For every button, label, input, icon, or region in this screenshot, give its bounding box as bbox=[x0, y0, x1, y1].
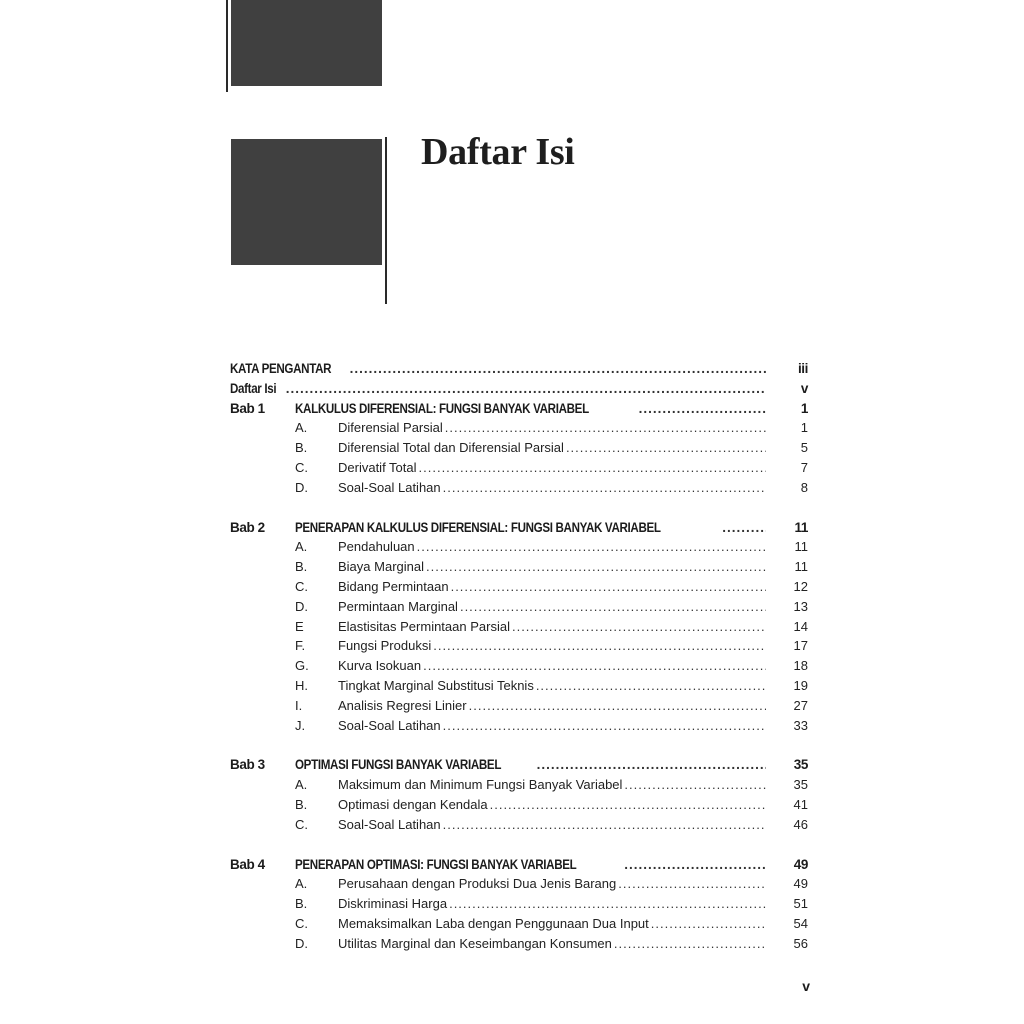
dot-leader bbox=[512, 619, 766, 634]
toc-entry bbox=[338, 440, 766, 455]
toc-entry bbox=[338, 876, 766, 891]
dot-leader bbox=[426, 559, 766, 574]
section-letter: B. bbox=[295, 896, 308, 912]
section-letter: J. bbox=[295, 717, 306, 733]
section-title: Soal-Soal Latihan bbox=[338, 479, 441, 495]
toc-page-number: 18 bbox=[793, 658, 808, 674]
toc-entry bbox=[295, 520, 766, 535]
section-title: Diskriminasi Harga bbox=[338, 896, 448, 912]
toc-row-section[interactable] bbox=[230, 678, 808, 698]
toc-page-number: 33 bbox=[793, 717, 808, 733]
section-title: Utilitas Marginal dan Keseimbangan Konsumen bbox=[338, 935, 612, 951]
toc-page-number: 35 bbox=[793, 757, 808, 773]
section-title: Permintaan Marginal bbox=[338, 598, 458, 614]
toc-page-number: 19 bbox=[793, 677, 808, 693]
toc-entry-title: KATA PENGANTAR bbox=[230, 361, 332, 376]
toc-entry-title: Daftar Isi bbox=[230, 380, 277, 396]
toc-entry bbox=[338, 579, 766, 594]
toc-row-section[interactable] bbox=[230, 559, 808, 579]
dot-leader bbox=[433, 638, 766, 653]
toc-row-section[interactable] bbox=[230, 718, 808, 738]
dot-leader bbox=[443, 817, 766, 832]
dot-leader bbox=[417, 539, 766, 554]
section-title: Soal-Soal Latihan bbox=[338, 717, 441, 733]
toc-entry bbox=[338, 420, 766, 435]
page-number-footer: v bbox=[802, 978, 810, 994]
dot-leader bbox=[451, 579, 766, 594]
toc-page-number: 41 bbox=[793, 796, 808, 812]
toc-page-number: 51 bbox=[793, 896, 808, 912]
chapter-title: KALKULUS DIFERENSIAL: FUNGSI BANYAK VARIABEL bbox=[295, 400, 589, 416]
section-title: Optimasi dengan Kendala bbox=[338, 796, 488, 812]
toc-page-number: 1 bbox=[800, 420, 808, 436]
section-letter: C. bbox=[295, 816, 308, 832]
toc-entry bbox=[338, 817, 766, 832]
toc-entry bbox=[338, 559, 766, 574]
toc-row-section[interactable] bbox=[230, 460, 808, 480]
section-title: Biaya Marginal bbox=[338, 559, 424, 575]
section-title: Kurva Isokuan bbox=[338, 658, 422, 674]
chapter-title: PENERAPAN KALKULUS DIFERENSIAL: FUNGSI BANYAK VARIABEL bbox=[295, 519, 661, 535]
dot-leader bbox=[614, 936, 766, 951]
toc-entry bbox=[338, 797, 766, 812]
dot-leader bbox=[469, 698, 766, 713]
dot-leader bbox=[350, 361, 766, 376]
section-letter: A. bbox=[295, 539, 308, 555]
toc-entry bbox=[338, 777, 766, 792]
section-letter: E bbox=[295, 618, 304, 634]
toc-entry bbox=[230, 381, 766, 396]
toc-page-number: 46 bbox=[793, 816, 808, 832]
toc-row-section[interactable] bbox=[230, 936, 808, 956]
section-letter: D. bbox=[295, 598, 308, 614]
section-title: Elastisitas Permintaan Parsial bbox=[338, 618, 510, 634]
chapter-number: Bab 1 bbox=[230, 400, 265, 416]
dot-leader bbox=[722, 520, 766, 535]
toc-row-section[interactable] bbox=[230, 619, 808, 639]
toc-entry bbox=[338, 658, 766, 673]
toc-entry bbox=[230, 361, 766, 376]
decorative-block-middle bbox=[231, 139, 382, 265]
toc-page-number: 14 bbox=[793, 618, 808, 634]
toc-entry bbox=[295, 401, 766, 416]
toc-page-number: iii bbox=[797, 361, 808, 376]
section-title: Perusahaan dengan Produksi Dua Jenis Barang bbox=[338, 876, 617, 892]
dot-leader bbox=[651, 916, 766, 931]
section-letter: F. bbox=[295, 638, 306, 654]
toc-entry bbox=[338, 460, 766, 475]
chapter-title: OPTIMASI FUNGSI BANYAK VARIABEL bbox=[295, 757, 502, 773]
toc-page-number: 8 bbox=[800, 479, 808, 495]
dot-leader bbox=[286, 381, 766, 396]
toc-entry bbox=[338, 896, 766, 911]
toc-entry bbox=[295, 757, 766, 772]
chapter-number: Bab 4 bbox=[230, 856, 265, 872]
chapter-number: Bab 3 bbox=[230, 757, 265, 773]
toc-page-number: 27 bbox=[793, 697, 808, 713]
dot-leader bbox=[639, 401, 766, 416]
section-title: Diferensial Parsial bbox=[338, 420, 443, 436]
toc-row-chapter-3[interactable] bbox=[230, 757, 808, 777]
toc-row-section[interactable] bbox=[230, 698, 808, 718]
toc-row-section[interactable] bbox=[230, 440, 808, 460]
section-letter: B. bbox=[295, 559, 308, 575]
table-of-contents bbox=[230, 361, 808, 956]
dot-leader bbox=[624, 777, 766, 792]
toc-row-section[interactable] bbox=[230, 777, 808, 797]
toc-page-number: 11 bbox=[794, 539, 808, 555]
section-letter: B. bbox=[295, 796, 308, 812]
section-letter: D. bbox=[295, 479, 308, 495]
dot-leader bbox=[490, 797, 766, 812]
toc-row-chapter-1[interactable] bbox=[230, 401, 808, 421]
toc-row-section[interactable] bbox=[230, 876, 808, 896]
toc-page-number: 11 bbox=[794, 519, 808, 535]
section-letter: I. bbox=[295, 697, 303, 713]
page-title: Daftar Isi bbox=[421, 131, 575, 173]
toc-row-kata-pengantar[interactable] bbox=[230, 361, 808, 381]
toc-row-section[interactable] bbox=[230, 797, 808, 817]
section-letter: A. bbox=[295, 777, 308, 793]
toc-row-section[interactable] bbox=[230, 420, 808, 440]
section-letter: A. bbox=[295, 420, 308, 436]
toc-page-number: 56 bbox=[793, 935, 808, 951]
decorative-block-top bbox=[231, 0, 382, 86]
toc-entry bbox=[295, 857, 766, 872]
toc-row-section[interactable] bbox=[230, 896, 808, 916]
chapter-title: PENERAPAN OPTIMASI: FUNGSI BANYAK VARIABEL bbox=[295, 856, 577, 872]
dot-leader bbox=[443, 480, 766, 495]
toc-entry bbox=[338, 619, 766, 634]
section-letter: G. bbox=[295, 658, 309, 674]
section-letter: C. bbox=[295, 578, 308, 594]
dot-leader bbox=[423, 658, 766, 673]
toc-row-section[interactable] bbox=[230, 817, 808, 837]
dot-leader bbox=[566, 440, 766, 455]
section-letter: D. bbox=[295, 935, 308, 951]
dot-leader bbox=[443, 718, 766, 733]
dot-leader bbox=[419, 460, 766, 475]
toc-entry bbox=[338, 936, 766, 951]
toc-page-number: v bbox=[800, 380, 808, 396]
dot-leader bbox=[460, 599, 766, 614]
decorative-rule-top bbox=[226, 0, 228, 92]
decorative-rule-middle bbox=[385, 137, 387, 304]
dot-leader bbox=[449, 896, 766, 911]
toc-entry bbox=[338, 638, 766, 653]
toc-page-number: 49 bbox=[793, 856, 808, 872]
dot-leader bbox=[445, 420, 766, 435]
toc-row-section[interactable] bbox=[230, 480, 808, 500]
section-title: Derivatif Total bbox=[338, 459, 417, 475]
toc-page-number: 1 bbox=[800, 400, 808, 416]
toc-page-number: 54 bbox=[793, 915, 808, 931]
section-title: Pendahuluan bbox=[338, 539, 415, 555]
toc-page-number: 7 bbox=[800, 459, 808, 475]
section-title: Tingkat Marginal Substitusi Teknis bbox=[338, 677, 534, 693]
toc-page-number: 17 bbox=[793, 638, 808, 654]
toc-row-section[interactable] bbox=[230, 539, 808, 559]
toc-row-section[interactable] bbox=[230, 658, 808, 678]
dot-leader bbox=[618, 876, 766, 891]
toc-page-number: 12 bbox=[793, 578, 808, 594]
section-title: Diferensial Total dan Diferensial Parsial bbox=[338, 440, 564, 456]
toc-entry bbox=[338, 539, 766, 554]
toc-row-section[interactable] bbox=[230, 916, 808, 936]
section-letter: C. bbox=[295, 915, 308, 931]
toc-page-number: 35 bbox=[793, 777, 808, 793]
dot-leader bbox=[624, 857, 766, 872]
toc-row-chapter-4[interactable] bbox=[230, 857, 808, 877]
toc-entry bbox=[338, 599, 766, 614]
section-title: Bidang Permintaan bbox=[338, 578, 449, 594]
toc-row-daftar-isi[interactable] bbox=[230, 381, 808, 401]
toc-page-number: 11 bbox=[794, 559, 808, 575]
toc-page-number: 13 bbox=[793, 598, 808, 614]
section-title: Soal-Soal Latihan bbox=[338, 816, 441, 832]
section-title: Analisis Regresi Linier bbox=[338, 697, 467, 713]
toc-row-chapter-2[interactable] bbox=[230, 520, 808, 540]
chapter-number: Bab 2 bbox=[230, 519, 265, 535]
dot-leader bbox=[537, 757, 766, 772]
toc-row-section[interactable] bbox=[230, 638, 808, 658]
dot-leader bbox=[536, 678, 766, 693]
toc-page-number: 5 bbox=[800, 440, 808, 456]
toc-page-number: 49 bbox=[793, 876, 808, 892]
toc-entry bbox=[338, 916, 766, 931]
section-letter: A. bbox=[295, 876, 308, 892]
toc-entry bbox=[338, 698, 766, 713]
toc-row-section[interactable] bbox=[230, 579, 808, 599]
toc-entry bbox=[338, 718, 766, 733]
section-letter: H. bbox=[295, 677, 308, 693]
toc-row-section[interactable] bbox=[230, 599, 808, 619]
toc-entry bbox=[338, 678, 766, 693]
section-letter: C. bbox=[295, 459, 308, 475]
section-title: Memaksimalkan Laba dengan Penggunaan Dua Input bbox=[338, 915, 649, 931]
section-title: Fungsi Produksi bbox=[338, 638, 432, 654]
toc-entry bbox=[338, 480, 766, 495]
section-letter: B. bbox=[295, 440, 308, 456]
section-title: Maksimum dan Minimum Fungsi Banyak Variabel bbox=[338, 777, 623, 793]
